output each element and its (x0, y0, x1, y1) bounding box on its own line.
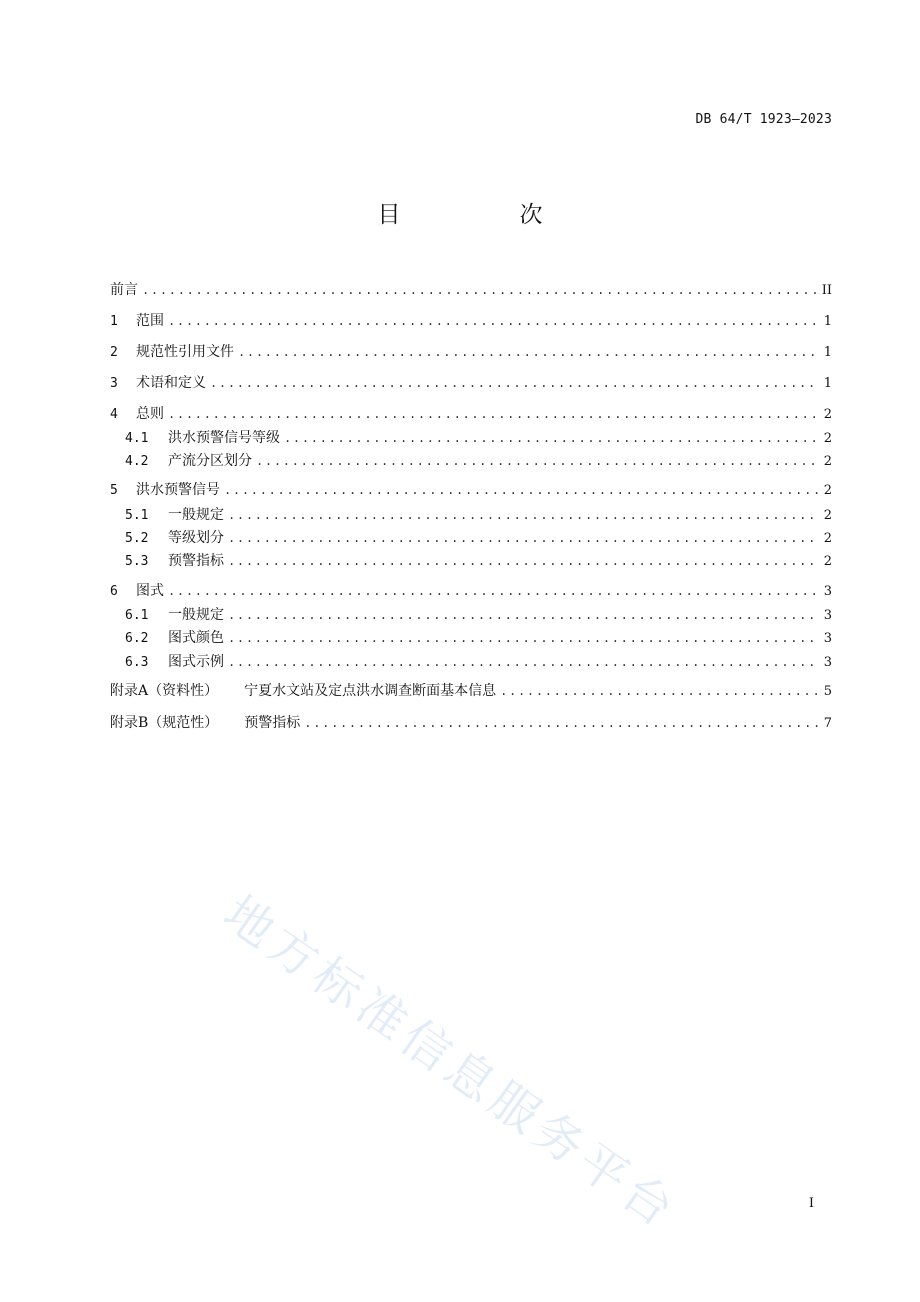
toc-entry-page: 2 (823, 431, 832, 446)
toc-entry-page: 2 (823, 554, 832, 569)
toc-entry-label: 洪水预警信号 (136, 482, 220, 498)
toc-entry-number: 6.1 (125, 608, 149, 623)
toc-entry-number: 6 (110, 584, 118, 599)
toc-entry-page: 2 (823, 407, 832, 422)
toc-entry-number: 5.3 (125, 554, 149, 569)
toc-entry-5-3[interactable] (110, 550, 832, 572)
leader-dots (168, 403, 818, 425)
toc-entry-page: 2 (823, 483, 832, 498)
toc-entry-flood-warning-signal[interactable] (110, 479, 832, 501)
toc-entry-number: 5 (110, 483, 118, 498)
toc-entry-label: 预警指标 (168, 553, 224, 569)
toc-entry-number: 5.1 (125, 508, 149, 523)
standard-code: DB 64/T 1923—2023 (695, 112, 832, 127)
toc-entry-number: 4 (110, 407, 118, 422)
toc-entry-label: 图式颜色 (168, 630, 224, 646)
toc-entry-page: 5 (823, 684, 832, 699)
toc-entry-graphics[interactable] (110, 580, 832, 602)
leader-dots (142, 279, 818, 301)
toc-entry-scope[interactable] (110, 310, 832, 332)
toc-entry-page: II (821, 283, 832, 298)
toc-entry-page: 1 (823, 314, 832, 329)
leader-dots (228, 527, 818, 549)
toc-entry-label: 前言 (110, 282, 138, 298)
toc-entry-6-3[interactable] (110, 651, 832, 673)
toc-entry-5-2[interactable] (110, 527, 832, 549)
leader-dots (228, 604, 818, 626)
leader-dots (168, 580, 818, 602)
toc-entry-label: 宁夏水文站及定点洪水调查断面基本信息 (244, 683, 497, 699)
toc-entry-4-2[interactable] (110, 450, 832, 472)
toc-entry-page: 2 (823, 531, 832, 546)
watermark: 地方标准信息服务平台 (213, 885, 688, 1241)
toc-entry-page: 1 (823, 345, 832, 360)
toc-entry-appendix-a[interactable] (110, 680, 832, 702)
toc-entry-5-1[interactable] (110, 504, 832, 526)
toc-entry-label: 预警指标 (244, 715, 301, 731)
toc-entry-appendix-prefix: 附录B（规范性） (110, 715, 219, 731)
toc-entry-page: 3 (823, 584, 832, 599)
toc-entry-label: 一般规定 (168, 607, 224, 623)
leader-dots (256, 450, 818, 472)
toc-entry-number: 6.3 (125, 655, 149, 670)
toc-entry-4-1[interactable] (110, 427, 832, 449)
leader-dots (228, 550, 818, 572)
leader-dots (238, 341, 818, 363)
leader-dots (500, 680, 818, 702)
page-title: 目 次 (377, 202, 591, 228)
toc-entry-page: 3 (823, 655, 832, 670)
leader-dots (284, 427, 818, 449)
toc-entry-number: 4.1 (125, 431, 149, 446)
toc-entry-label: 规范性引用文件 (136, 344, 234, 360)
toc-entry-label: 等级划分 (168, 530, 224, 546)
leader-dots (304, 712, 818, 734)
toc-entry-normative-references[interactable] (110, 341, 832, 363)
toc-entry-6-2[interactable] (110, 627, 832, 649)
page-number: I (808, 1196, 814, 1211)
toc-entry-general[interactable] (110, 403, 832, 425)
toc-entry-page: 3 (823, 608, 832, 623)
toc-entry-number: 5.2 (125, 531, 149, 546)
leader-dots (210, 372, 818, 394)
toc-entry-label: 术语和定义 (136, 375, 206, 391)
toc-entry-page: 7 (823, 716, 832, 731)
toc-entry-6-1[interactable] (110, 604, 832, 626)
leader-dots (228, 651, 818, 673)
toc-entry-page: 2 (823, 508, 832, 523)
toc-entry-number: 3 (110, 376, 118, 391)
toc-entry-number: 4.2 (125, 454, 149, 469)
toc-entry-label: 图式示例 (168, 654, 224, 670)
leader-dots (168, 310, 818, 332)
toc-entry-page: 2 (823, 454, 832, 469)
toc-entry-number: 1 (110, 314, 118, 329)
leader-dots (228, 504, 818, 526)
toc-entry-page: 1 (823, 376, 832, 391)
toc-entry-label: 产流分区划分 (168, 453, 252, 469)
toc-entry-number: 6.2 (125, 631, 149, 646)
leader-dots (228, 627, 818, 649)
toc-entry-label: 图式 (136, 583, 164, 599)
toc-entry-foreword[interactable] (110, 279, 832, 301)
toc-entry-label: 范围 (136, 313, 164, 329)
toc-entry-label: 洪水预警信号等级 (168, 430, 280, 446)
toc-entry-label: 总则 (136, 406, 164, 422)
toc-entry-appendix-b[interactable] (110, 712, 832, 734)
toc-entry-terms[interactable] (110, 372, 832, 394)
toc-entry-label: 一般规定 (168, 507, 224, 523)
toc-entry-page: 3 (823, 631, 832, 646)
leader-dots (224, 479, 818, 501)
toc-entry-number: 2 (110, 345, 118, 360)
toc-entry-appendix-prefix: 附录A（资料性） (110, 683, 219, 699)
